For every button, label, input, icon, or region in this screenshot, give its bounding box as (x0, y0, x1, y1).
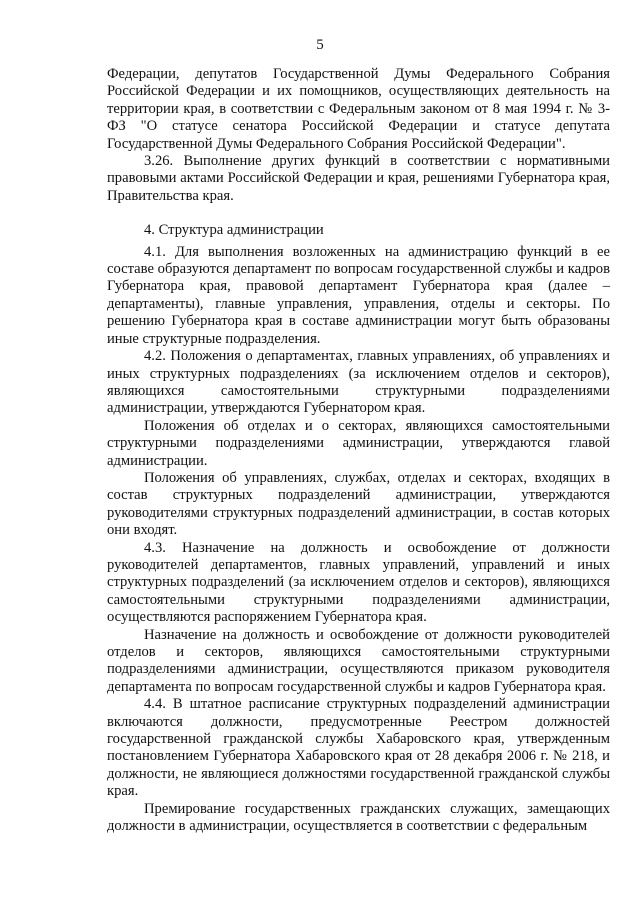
paragraph-internal-units: Положения об управлениях, службах, отделах и секторах, входящих в состав структурных подразделений администрации, утверждаются руководителями структурных подразделений администрации, в состав которых они входят. (107, 469, 610, 539)
paragraph-4-4: 4.4. В штатное расписание структурных подразделений администрации включаются должности, предусмотренные Реестром должностей государственной гражданской службы Хабаровского края, утвержденным постановлением Губернатора Хабаровского края от 28 декабря 2006 г. № 218, и должности, не являющиеся должностями государственной гражданской службы края. (107, 696, 610, 800)
page-number: 5 (316, 37, 324, 53)
paragraph-4-3: 4.3. Назначение на должность и освобождение от должности руководителей департаментов, главных управлений, управлений и иных структурных подразделений (за исключением отделов и секторов), являющихся самостоятельными структурными подразделениями администрации, осуществляются распоряжением Губернатора края. (107, 539, 610, 626)
document-body (107, 66, 610, 835)
section-heading: 4. Структура администрации (144, 222, 324, 239)
paragraph-departments-sections: Положения об отделах и о секторах, являющихся самостоятельными структурными подразделениями администрации, утверждаются главой администрации. (107, 417, 610, 469)
paragraph-appointment: Назначение на должность и освобождение от должности руководителей отделов и секторов, являющихся самостоятельными структурными подразделениями администрации, осуществляются приказом руководителя департамента по вопросам государственной службы и кадров Губернатора края. (107, 626, 610, 695)
paragraph-3-26: 3.26. Выполнение других функций в соответствии с нормативными правовыми актами Российской Федерации и края, решениями Губернатора края, Правительства края. (107, 153, 610, 204)
paragraph-bonuses: Премирование государственных гражданских служащих, замещающих должности в администрации, осуществляется в соответствии с федеральным (107, 800, 610, 835)
paragraph-4-2: 4.2. Положения о департаментах, главных управлениях, об управлениях и иных структурных подразделениях (за исключением отделов и секторов), являющихся самостоятельными структурными подразделениями администрации, утверждаются Губернатором края. (107, 348, 610, 417)
paragraph-4-1: 4.1. Для выполнения возложенных на администрацию функций в ее составе образуются департамент по вопросам государственной службы и кадров Губернатора края, правовой департамент Губернатора края (далее – департаменты), главные управления, управления, отделы и секторы. По решению Губернатора края в составе администрации могут быть образованы иные структурные подразделения. (107, 243, 610, 347)
paragraph-continuation: Федерации, депутатов Государственной Думы Федерального Собрания Российской Федерации и их помощников, осуществляющих деятельность на территории края, в соответствии с Федеральным законом от 8 мая 1994 г. № 3-ФЗ "О статусе сенатора Российской Федерации и статусе депутата Государственной Думы Федерального Собрания Российской Федерации". (107, 66, 610, 152)
